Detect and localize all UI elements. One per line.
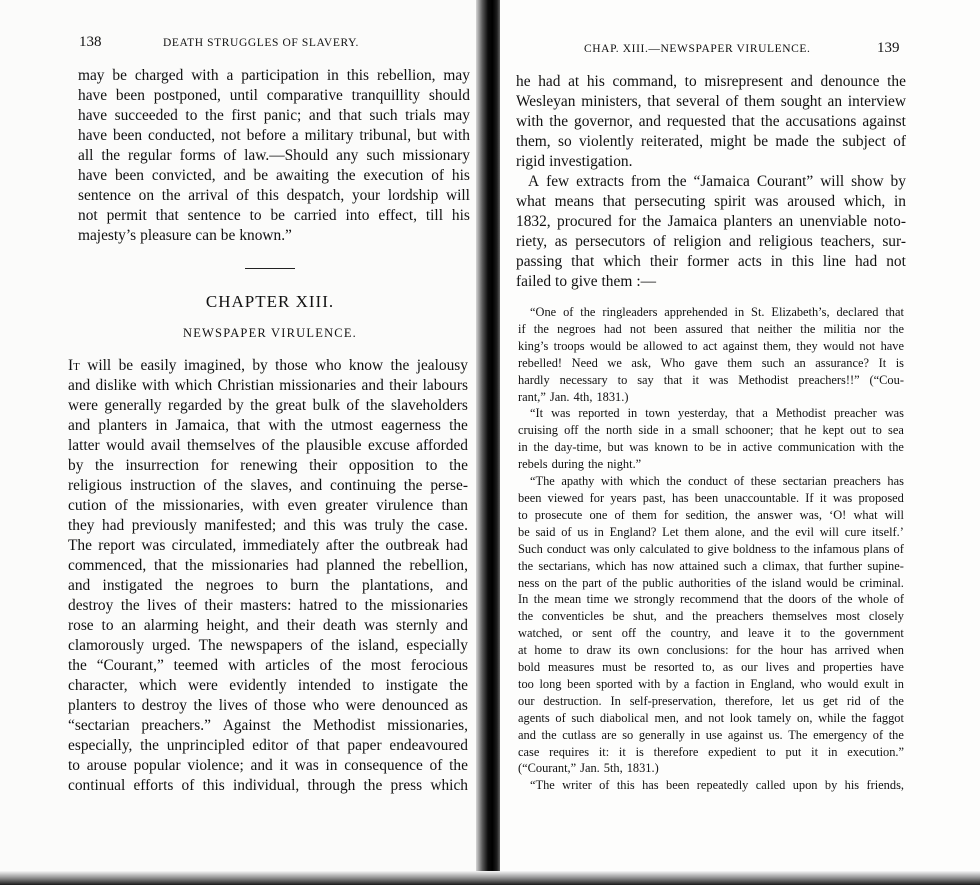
left-top-line: sentence on the arrival of this despatch, your lordship will [78,187,470,204]
left-page [0,0,482,885]
left-main-line: “sectarian preachers.” Against the Methodist missionaries, [68,717,468,734]
left-main-line: character, which were evidently intended to instigate the [68,677,468,694]
right-top-line: failed to give them :— [516,273,656,290]
left-main-line: latter would avail themselves of the plausible excuse afforded [68,437,468,454]
left-main-line: planters to destroy the lives of those who were denounced as [68,697,468,714]
quote-line: the sectarians, which has now attained such a climax, that further supine- [518,558,904,573]
left-top-line: majesty’s pleasure can be known.” [78,227,292,244]
left-main-line: by the insurrection for renewing their opposition to the [68,457,468,474]
running-title-right: CHAP. XIII.—NEWSPAPER VIRULENCE. [584,43,811,55]
quote-line: at home to draw its own conclusions: for the hour has arrived when [518,643,904,658]
section-divider [245,268,295,269]
quote-line: the conventicles be shut, and the preachers themselves most closely [518,609,904,624]
quote-line: cruising off the north side in a small schooner; that he kept out to sea [518,423,904,438]
right-top-line: with the governor, and requested that the accusations against [516,113,906,130]
quote-line: and the cutlass are so generally in use against us. The emergency of the [518,727,904,742]
quote-line: “The apathy with which the conduct of these sectarian preachers has [530,474,904,489]
left-main-line: clamorously urged. The newspapers of the island, especially [68,637,468,654]
right-top-line: rigid investigation. [516,153,633,170]
left-top-line: have been postponed, until comparative tranquillity should [78,87,470,104]
chapter-subtitle: NEWSPAPER VIRULENCE. [182,326,358,340]
quote-line: watched, or sent off the country, and leave it to the government [518,626,904,641]
left-main-line: It will be easily imagined, by those who know the jealousy [68,357,468,374]
quote-line: rebels during the night.” [518,457,642,472]
quote-line: agents of such diabolical men, and not look tamely on, while the faggot [518,710,904,725]
left-top-line: all the regular forms of law.—Should any such missionary [78,147,470,164]
right-top-line: A few extracts from the “Jamaica Courant” will show by [528,173,906,190]
quote-line: Such conduct was only calculated to give boldness to the infamous plans of [518,541,904,556]
right-top-line: passing that which their former acts in this line had not [516,253,906,270]
quote-line: case requires it: it is therefore expedient to put it in execution.” [518,744,904,759]
chapter-title: CHAPTER XIII. [205,292,335,311]
quote-line: In the mean time we strongly recommend that the doors of the whole of [518,592,904,607]
right-top-text [516,72,906,292]
quote-line: rebelled! Need we ask, Who gave them such an assurance? It is [518,355,904,370]
left-main-line: rose to an alarming height, and their death was sternly and [68,617,468,634]
quote-line: king’s troops would be allowed to act against them, they would not have [518,338,904,353]
left-main-line: and instigated the negroes to burn the plantations, and [68,577,468,594]
left-top-line: have succeeded to the first panic; and that such trials may [78,107,470,124]
quote-line: our destruction. In self-preservation, therefore, let us get rid of the [518,693,904,708]
quote-line: hardly necessary to say that it was Methodist preachers!!” (“Cou- [518,372,904,387]
left-top-line: may be charged with a participation in this rebellion, may [78,67,470,84]
page-number-left: 138 [79,34,102,50]
left-main-text [68,356,468,796]
left-main-line: especially, the unprincipled editor of that paper endeavoured [68,737,468,754]
quote-line: been viewed for years past, has been unaccountable. If it was proposed [518,490,904,505]
left-main-line: The report was circulated, immediately after the outbreak had [68,537,468,554]
quote-line: to prosecute one of them for sedition, the answer was, ‘O! what will [518,507,904,522]
left-main-line: destroy the lives of their masters: hatred to the missionaries [68,597,468,614]
right-top-line: them, so violently reiterated, might be made the subject of [516,133,906,150]
left-top-line: have been conducted, not before a military tribunal, but with [78,127,470,144]
left-main-line: the “Courant,” teemed with articles of the most ferocious [68,657,468,674]
right-page [500,0,980,885]
quote-line: “The writer of this has been repeatedly called upon by his friends, [530,778,904,793]
quote-line: if the negroes had not been assured that neither the militia nor the [518,321,904,336]
quote-line: too long been sported with by a faction in England, who would exult in [518,676,904,691]
right-top-line: 1832, procured for the Jamaica planters an unenviable noto- [516,213,906,230]
quote-line: in the day-time, but was known to be in active communication with the [518,440,904,455]
left-main-line: they had previously manifested; and this was truly the case. [68,517,468,534]
left-main-line: were generally regarded by the great bulk of the slaveholders [68,397,468,414]
left-main-line: to arouse popular violence; and it was in consequence of the [68,757,468,774]
left-main-line: continual efforts of this individual, through the press which [68,777,468,794]
newspaper-extracts [518,304,904,794]
left-main-line: and dislike with which Christian missionaries and their labours [68,377,468,394]
left-main-line: commenced, that the missionaries had planned the rebellion, [68,557,468,574]
quote-line: rant,” Jan. 4th, 1831.) [518,389,629,404]
left-main-line: and planters in Jamaica, that with the utmost eagerness the [68,417,468,434]
right-top-line: he had at his command, to misrepresent and denounce the [516,73,906,90]
right-top-line: what means that persecuting spirit was aroused which, in [516,193,906,210]
left-main-line: cution of the missionaries, with even greater virulence than [68,497,468,514]
left-top-line: have been convicted, and be awaiting the execution of his [78,167,470,184]
left-top-paragraph [78,66,470,246]
quote-line: (“Courant,” Jan. 5th, 1831.) [518,761,659,776]
right-top-line: Wesleyan ministers, that several of them sought an interview [516,93,906,110]
left-top-line: not permit that sentence to be carried into effect, till his [78,207,470,224]
quote-line: ness on the part of the public authorities of the island would be criminal. [518,575,904,590]
quote-line: “One of the ringleaders apprehended in St. Elizabeth’s, declared that [530,305,904,319]
quote-line: be said of us in England? Let them alone, and the evil will cure itself.’ [518,524,904,539]
right-top-line: riety, as persecutors of religion and religious teachers, sur- [516,233,906,250]
quote-line: “It was reported in town yesterday, that a Methodist preacher was [530,406,904,421]
quote-line: bold measures must be resorted to, as our lives and properties have [518,660,904,675]
page-number-right: 139 [877,40,900,56]
running-title-left: DEATH STRUGGLES OF SLAVERY. [163,37,359,49]
bottom-edge-shadow [0,871,980,885]
left-main-line: religious instruction of the slaves, and continuing the perse- [68,477,468,494]
